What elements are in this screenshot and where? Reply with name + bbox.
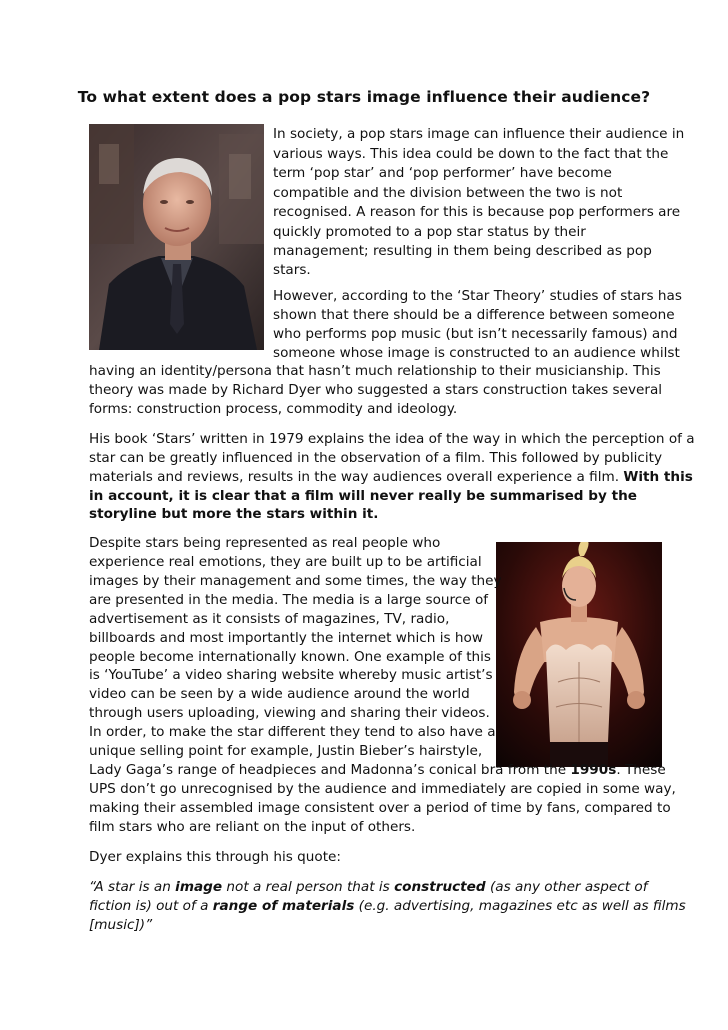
text-line	[89, 762, 666, 778]
text-line: In order, to make the star different they tend to also have a	[89, 724, 496, 740]
text-line: advertisement as it consists of magazines, TV, radio,	[89, 611, 450, 627]
quote-line: [music])”	[89, 917, 153, 933]
text-line: images by their management and some times, the way they	[89, 573, 502, 589]
text-line: having an identity/persona that hasn’t much relationship to their musicianship. This	[89, 363, 661, 379]
text-line: who performs pop music (but isn’t necessarily famous) and	[273, 326, 678, 342]
paragraph-5: Dyer explains this through his quote:	[89, 849, 341, 865]
text-line: unique selling point for example, Justin Bieber’s hairstyle,	[89, 743, 483, 759]
bold-text: image	[175, 879, 223, 895]
text-line: quickly promoted to a pop star status by their	[273, 224, 586, 240]
bold-text: 1990s	[570, 762, 617, 778]
text-span: (as any other aspect of	[485, 879, 648, 895]
text-line: making their assembled image consistent over a period of time by fans, compared to	[89, 800, 671, 816]
text-span: (e.g. advertising, magazines etc as well as films	[354, 898, 686, 914]
bold-text: storyline but more the stars within it.	[89, 506, 379, 522]
text-line: stars.	[273, 262, 311, 278]
text-line: billboards and most importantly the internet which is how	[89, 630, 483, 646]
text-span: Lady Gaga’s range of headpieces and Madonna’s conical bra from the	[89, 762, 571, 778]
text-line: star can be greatly influenced in the observation of a film. This followed by publicity	[89, 450, 663, 466]
text-span: . These	[616, 762, 666, 778]
text-line: is ‘YouTube’ a video sharing website whereby music artist’s	[89, 667, 493, 683]
bold-text: With this	[623, 469, 693, 485]
quote-line	[89, 898, 686, 914]
bold-text: constructed	[394, 879, 486, 895]
madonna-photo	[496, 542, 662, 767]
text-line: compatible and the division between the two is not	[273, 185, 623, 201]
bold-text-line	[89, 488, 637, 504]
text-line: In society, a pop stars image can influence their audience in	[273, 126, 685, 142]
text-line: forms: construction process, commodity and ideology.	[89, 401, 458, 417]
document-title: To what extent does a pop stars image influence their audience?	[77, 88, 651, 106]
text-line	[89, 469, 693, 485]
bold-text: in account, it is clear that a film will never really be summarised by the	[89, 488, 637, 504]
text-span: not a real person that is	[222, 879, 395, 895]
text-line: theory was made by Richard Dyer who suggested a stars construction takes several	[89, 382, 663, 398]
text-line: through users uploading, viewing and sharing their videos.	[89, 705, 490, 721]
text-span: “A star is an	[89, 879, 176, 895]
text-line: recognised. A reason for this is because pop performers are	[273, 204, 681, 220]
bold-text: range of materials	[212, 898, 355, 914]
text-line: experience real emotions, they are built up to be artificial	[89, 554, 482, 570]
text-line: someone whose image is constructed to an audience whilst	[273, 345, 680, 361]
text-line: shown that there should be a difference between someone	[273, 307, 675, 323]
bold-text-line	[89, 506, 378, 522]
text-line: people become internationally known. One example of this	[89, 649, 492, 665]
richard-dyer-photo	[89, 124, 264, 350]
text-line: term ‘pop star’ and ‘pop performer’ have become	[273, 165, 612, 181]
text-line: film stars who are reliant on the input of others.	[89, 819, 416, 835]
text-span: fiction is) out of a	[89, 898, 213, 914]
text-line: Despite stars being represented as real people who	[89, 535, 441, 551]
text-line: management; resulting in them being described as pop	[273, 243, 652, 259]
text-line: However, according to the ‘Star Theory’ studies of stars has	[273, 288, 682, 304]
text-line: video can be seen by a wide audience around the world	[89, 686, 470, 702]
text-line: various ways. This idea could be down to the fact that the	[273, 146, 669, 162]
text-line: His book ‘Stars’ written in 1979 explains the idea of the way in which the perception of a	[89, 431, 695, 447]
text-line: UPS don’t go unrecognised by the audience and immediately are copied in some way,	[89, 781, 676, 797]
quote-line	[89, 879, 647, 895]
text-span: materials and reviews, results in the way audiences overall experience a film.	[89, 469, 620, 485]
text-line: are presented in the media. The media is a large source of	[89, 592, 489, 608]
